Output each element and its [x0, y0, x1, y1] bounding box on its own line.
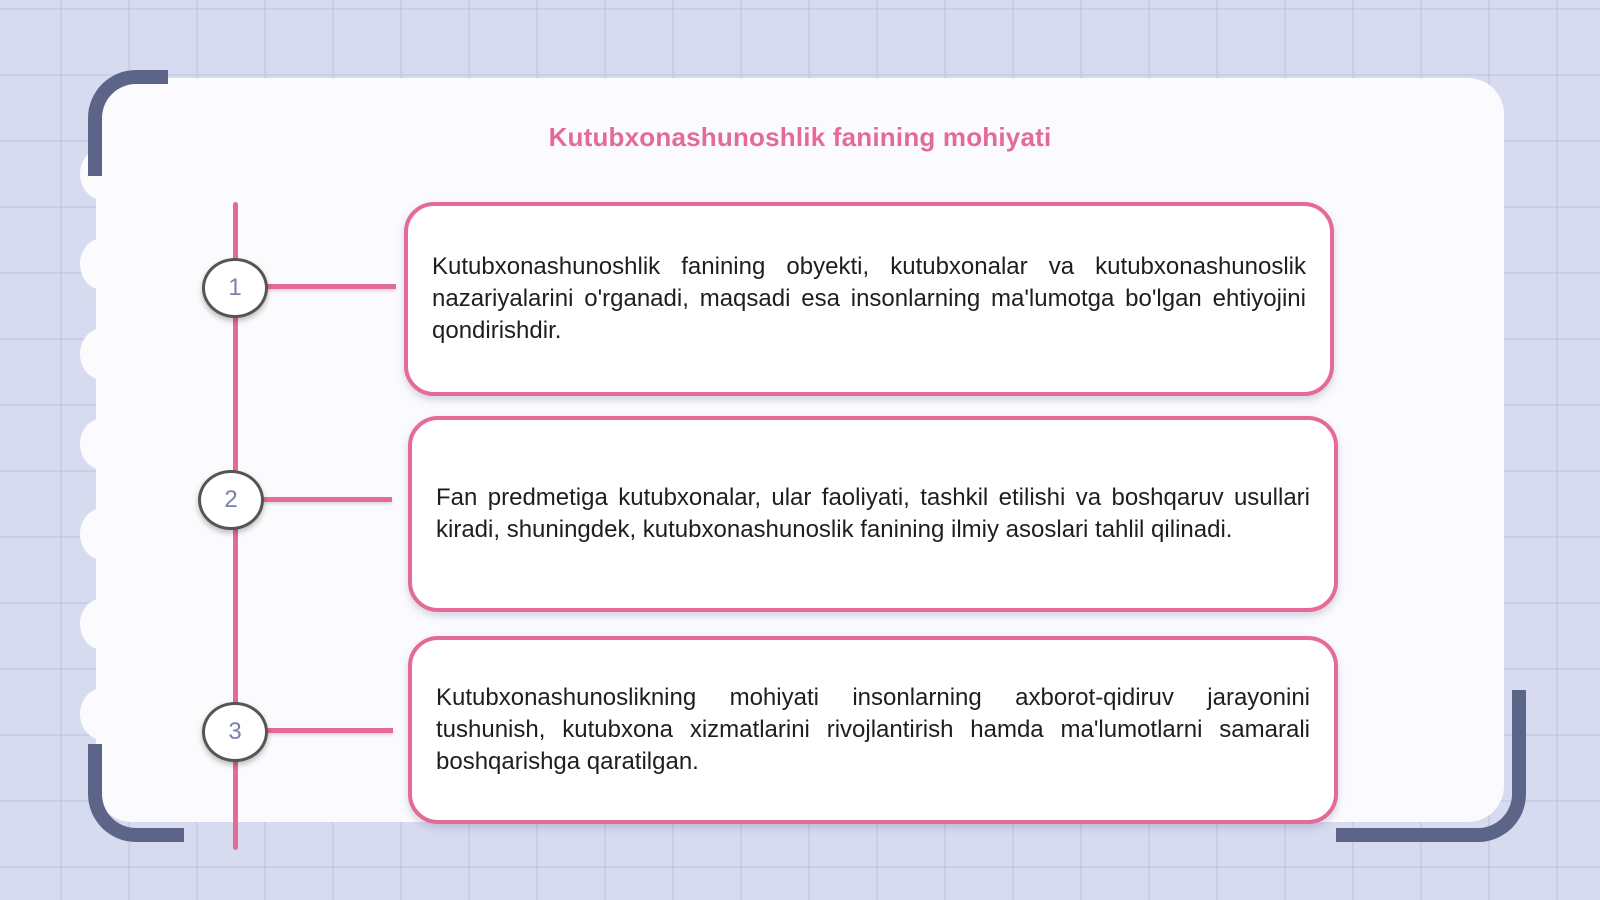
paper-edge-bump	[80, 418, 126, 470]
slide-title: Kutubxonashunoshlik fanining mohiyati	[548, 122, 1052, 152]
frame-corner-bottom-right	[1336, 690, 1526, 842]
paper-edge-bump	[80, 328, 126, 380]
info-card-2	[408, 416, 1338, 612]
step-number-badge-1	[202, 258, 268, 318]
card-text: Kutubxonashunoslikning mohiyati insonlarning axborot-qidiruv jarayonini tushunish, kutubxona xizmatlarini rivojlantirish hamda ma'lumotlarni samarali boshqarishga qaratilgan.	[436, 684, 1310, 775]
card-text: Fan predmetiga kutubxonalar, ular faoliyati, tashkil etilishi va boshqaruv usullari kiradi, shuningdek, kutubxonashunoslik fanining ilmiy asoslari tahlil qilinadi.	[436, 484, 1310, 543]
paper-edge-bump	[80, 688, 126, 740]
info-card-3	[408, 636, 1338, 824]
step-number: 2	[224, 486, 238, 513]
step-number-badge-3	[202, 702, 268, 762]
paper-edge-bump	[80, 238, 126, 290]
step-number-badge-2	[198, 470, 264, 530]
card-text: Kutubxonashunoshlik fanining obyekti, kutubxonalar va kutubxonashunoslik nazariyalarini o'rganadi, maqsadi esa insonlarning ma'lumotga bo'lgan ehtiyojini qondirishdir.	[432, 253, 1306, 344]
frame-corner-bottom-left	[88, 744, 184, 842]
paper-edge-bump	[80, 598, 126, 650]
connector-line-2	[262, 497, 392, 502]
connector-line-1	[266, 284, 396, 289]
step-number: 1	[228, 274, 242, 301]
paper-edge-bump	[80, 508, 126, 560]
info-card-1	[404, 202, 1334, 396]
step-number: 3	[228, 718, 242, 745]
connector-line-3	[266, 728, 393, 733]
